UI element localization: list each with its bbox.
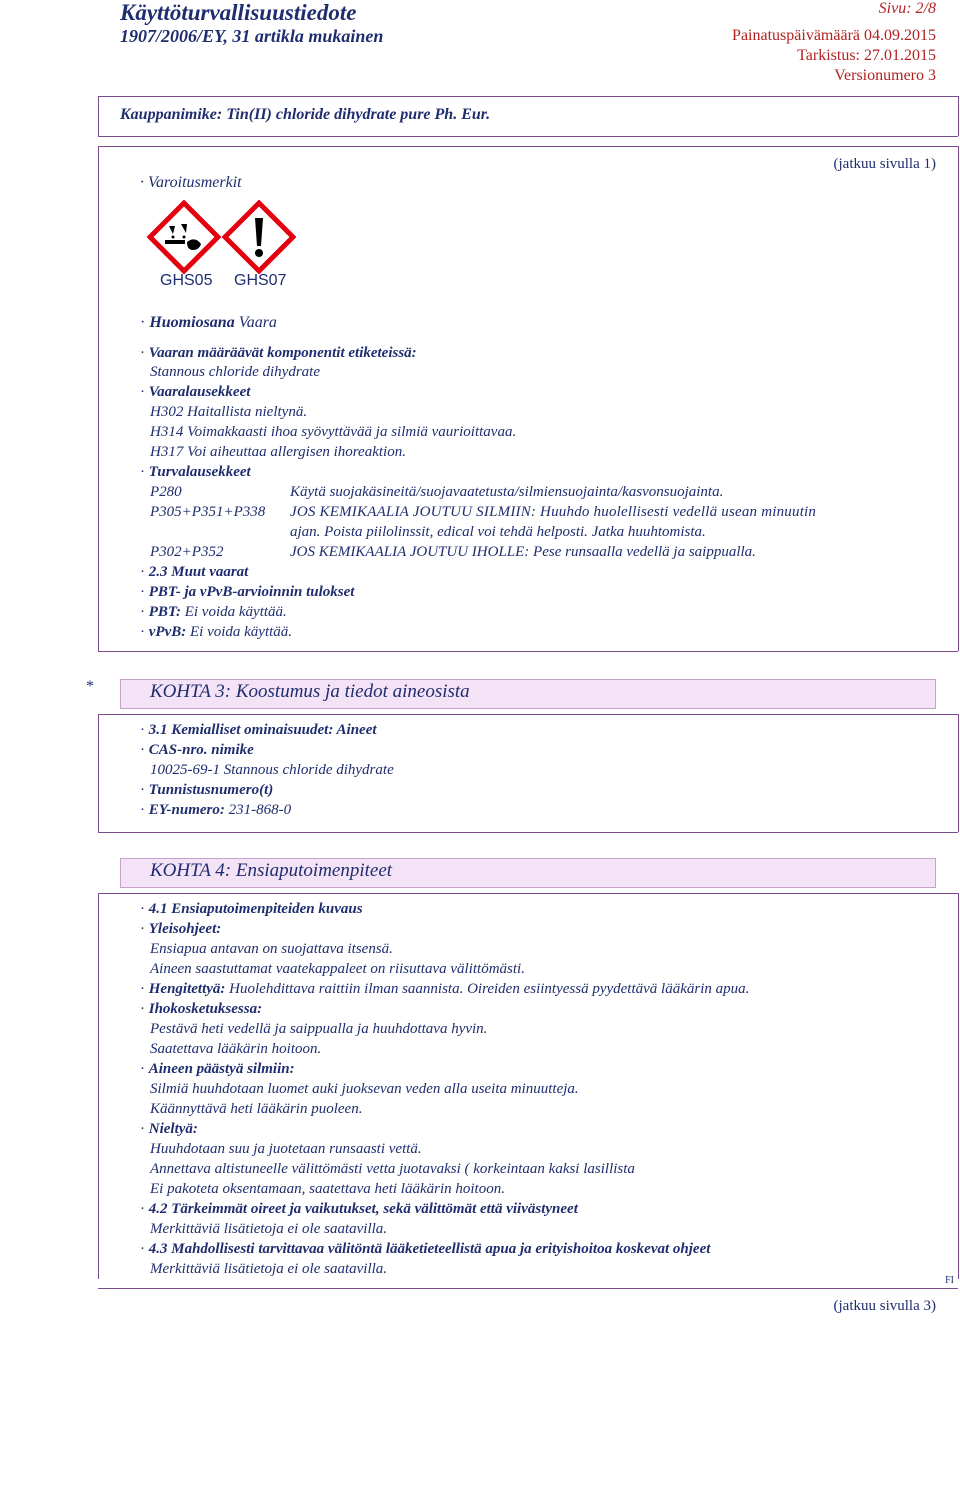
skin-line-1: Pestävä heti vedellä ja saippualla ja huuhdottava hyvin. bbox=[150, 1021, 488, 1037]
skin-line-2: Saatettava lääkärin hoitoon. bbox=[150, 1041, 322, 1057]
precaution-text-p302: JOS KEMIKAALIA JOUTUU IHOLLE: Pese runsaalla vedellä ja saippualla. bbox=[290, 544, 756, 560]
medical-text: Merkittäviä lisätietoja ei ole saatavilla. bbox=[150, 1261, 388, 1277]
hazard-statements-heading: · Vaaralausekkeet bbox=[140, 384, 251, 400]
symptoms-text: Merkittäviä lisätietoja ei ole saatavilla. bbox=[150, 1221, 388, 1237]
ec-number: · EY-numero: 231-868-0 bbox=[140, 802, 292, 818]
signal-word-label: Huomiosana bbox=[149, 314, 235, 331]
first-aid-heading: · 4.1 Ensiaputoimenpiteiden kuvaus bbox=[140, 901, 363, 917]
precaution-text-p305-cont: ajan. Poista piilolinssit, edical voi tehdä helposti. Jatka huuhtomista. bbox=[290, 524, 706, 540]
warning-signs-label: · Varoitusmerkit bbox=[140, 174, 242, 191]
page-number: Sivu: 2/8 bbox=[878, 0, 936, 17]
precaution-text-p305: JOS KEMIKAALIA JOUTUU SILMIIN: Huuhdo huolellisesti vedellä usean minuutin bbox=[290, 504, 817, 520]
signal-word: · Huomiosana Vaara bbox=[140, 314, 277, 331]
general-line-1: Ensiapua antavan on suojattava itsensä. bbox=[150, 941, 393, 957]
section4-title: KOHTA 4: Ensiaputoimenpiteet bbox=[150, 860, 393, 881]
other-hazards-heading: · 2.3 Muut vaarat bbox=[140, 564, 249, 580]
vpvb-line: · vPvB: Ei voida käyttää. bbox=[140, 624, 293, 640]
corrosion-icon bbox=[147, 200, 221, 274]
precaution-code-p302: P302+P352 bbox=[150, 544, 224, 560]
revision-date: Tarkistus: 27.01.2015 bbox=[797, 47, 936, 64]
print-date: Painatuspäivämäärä 04.09.2015 bbox=[732, 27, 936, 44]
ingestion-heading: · Nieltyä: bbox=[140, 1121, 198, 1137]
regulation-subtitle: 1907/2006/EY, 31 artikla mukainen bbox=[120, 26, 384, 46]
ingestion-line-3: Ei pakoteta oksentamaan, saatettava heti lääkärin hoitoon. bbox=[150, 1181, 505, 1197]
trade-name: Kauppanimike: Tin(II) chloride dihydrate pure Ph. Eur. bbox=[120, 106, 491, 123]
exclamation-mark-icon bbox=[222, 200, 296, 274]
precaution-text-p280: Käytä suojakäsineitä/suojavaatetusta/silmiensuojainta/kasvonsuojainta. bbox=[290, 484, 724, 500]
precautionary-heading: · Turvalausekkeet bbox=[140, 464, 251, 480]
hazard-components-value: Stannous chloride dihydrate bbox=[150, 364, 320, 380]
general-heading: · Yleisohjeet: bbox=[140, 921, 222, 937]
hazard-statement-h317: H317 Voi aiheuttaa allergisen ihoreaktion. bbox=[150, 444, 406, 460]
eye-line-2: Käännyttävä heti lääkärin puoleen. bbox=[150, 1101, 363, 1117]
precaution-code-p305: P305+P351+P338 bbox=[150, 504, 266, 520]
ghs07-code: GHS07 bbox=[234, 272, 287, 289]
inhalation-line: · Hengitettyä: Huolehdittava raittiin ilman saannista. Oireiden esiintyessä pyydettävä lääkärin apua. bbox=[140, 981, 750, 997]
cas-heading: · CAS-nro. nimike bbox=[140, 742, 254, 758]
ingestion-line-1: Huuhdotaan suu ja juotetaan runsaasti vettä. bbox=[150, 1141, 422, 1157]
precaution-code-p280: P280 bbox=[150, 484, 182, 500]
language-code: FI bbox=[945, 1275, 954, 1286]
section3-title: KOHTA 3: Koostumus ja tiedot aineosista bbox=[150, 681, 470, 702]
pbt-heading: · PBT- ja vPvB-arvioinnin tulokset bbox=[140, 584, 355, 600]
ids-heading: · Tunnistusnumero(t) bbox=[140, 782, 274, 798]
ingestion-line-2: Annettava altistuneelle välittömästi vetta juotavaksi ( korkeintaan kaksi lasillista bbox=[150, 1161, 635, 1177]
chem-char-heading: · 3.1 Kemialliset ominaisuudet: Aineet bbox=[140, 722, 377, 738]
symptoms-heading: · 4.2 Tärkeimmät oireet ja vaikutukset, sekä välittömät että viivästyneet bbox=[140, 1201, 578, 1217]
hazard-components-heading: · Vaaran määräävät komponentit etiketeissä: bbox=[140, 345, 417, 361]
general-line-2: Aineen saastuttamat vaatekappaleet on riisuttava välittömästi. bbox=[150, 961, 525, 977]
continued-from: (jatkuu sivulla 1) bbox=[833, 156, 936, 172]
medical-heading: · 4.3 Mahdollisesti tarvittavaa välitöntä lääketieteellistä apua ja erityishoitoa koskevat ohjeet bbox=[140, 1241, 711, 1257]
hazard-statement-h314: H314 Voimakkaasti ihoa syövyttävää ja silmiä vaurioittavaa. bbox=[150, 424, 517, 440]
hazard-statement-h302: H302 Haitallista nieltynä. bbox=[150, 404, 308, 420]
version-number: Versionumero 3 bbox=[834, 67, 936, 84]
ghs05-code: GHS05 bbox=[160, 272, 213, 289]
signal-word-value: Vaara bbox=[238, 314, 277, 331]
skin-heading: · Ihokosketuksessa: bbox=[140, 1001, 263, 1017]
eye-heading: · Aineen päästyä silmiin: bbox=[140, 1061, 295, 1077]
eye-line-1: Silmiä huuhdotaan luomet auki juoksevan veden alla useita minuutteja. bbox=[150, 1081, 579, 1097]
cas-value: 10025-69-1 Stannous chloride dihydrate bbox=[150, 762, 394, 778]
pbt-line: · PBT: Ei voida käyttää. bbox=[140, 604, 287, 620]
document-title: Käyttöturvallisuustiedote bbox=[120, 0, 357, 25]
changed-marker: * bbox=[86, 678, 94, 695]
continued-to: (jatkuu sivulla 3) bbox=[833, 1298, 936, 1314]
